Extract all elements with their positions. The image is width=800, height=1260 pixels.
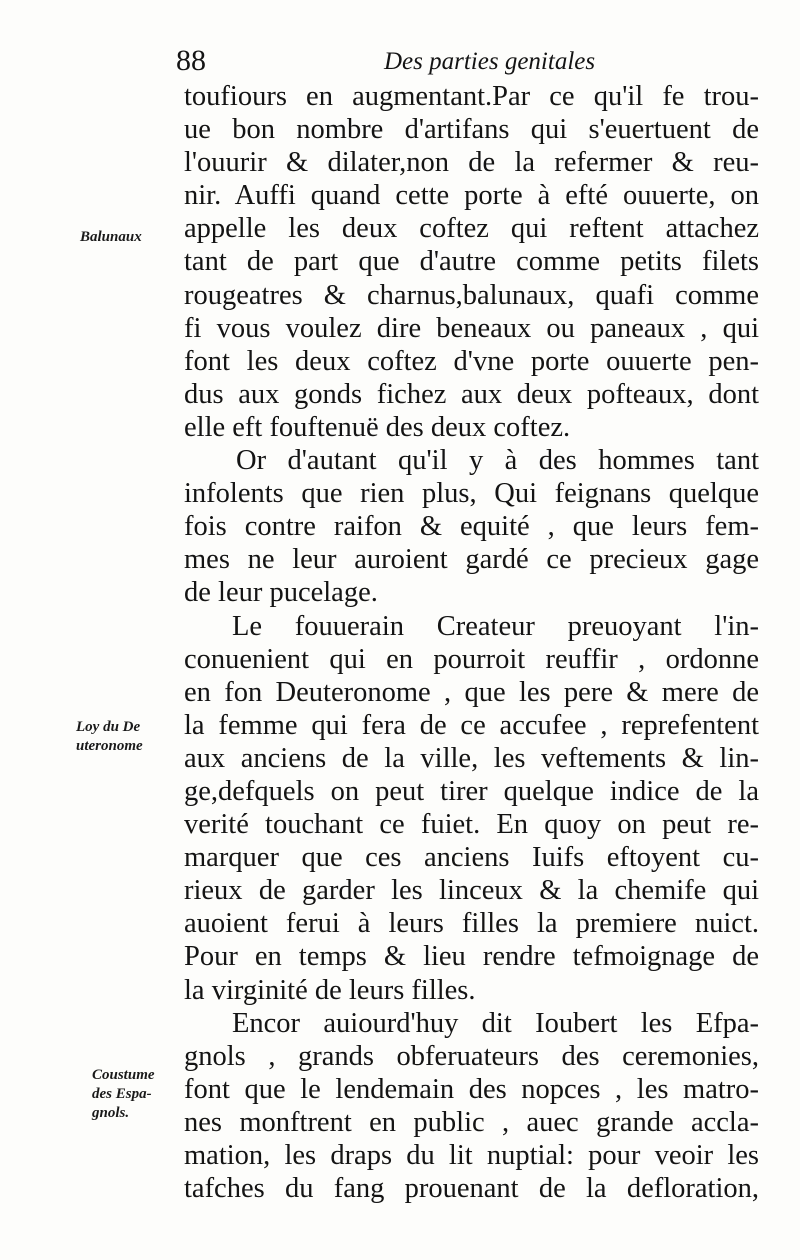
running-title: Des parties genitales [384, 48, 596, 75]
text-line: Pour en temps & lieu rendre tefmoignage de [184, 941, 759, 973]
text-line: la virginité de leurs filles. [184, 974, 476, 1006]
margin-note-line: des Espa- [92, 1086, 152, 1102]
text-line: font que le lendemain des nopces , les matro- [184, 1073, 759, 1105]
page-number: 88 [176, 44, 206, 77]
text-line: l'ouurir & dilater,non de la refermer & reu- [184, 147, 759, 179]
text-line: marquer que ces anciens Iuifs eftoyent cu- [184, 842, 759, 874]
text-line: conuenient qui en pourroit reuffir , ordonne [184, 643, 759, 675]
text-line: Le fouuerain Createur preuoyant l'in- [232, 610, 759, 642]
text-line: appelle les deux coftez qui reftent attachez [184, 213, 759, 245]
text-line: fois contre raifon & equité , que leurs fem- [184, 511, 759, 543]
margin-note-coustume-espagnols [92, 1066, 155, 1123]
text-line: tant de part que d'autre comme petits filets [184, 246, 759, 278]
paragraph [184, 80, 759, 444]
margin-note-line: Loy du De [76, 719, 141, 735]
text-line: nes monftrent en public , auec grande accla- [184, 1106, 759, 1138]
margin-note-line: Coustume [92, 1067, 155, 1083]
text-line: fi vous voulez dire beneaux ou paneaux , qui [184, 312, 759, 344]
text-line: font les deux coftez d'vne porte ouuerte pen- [184, 345, 759, 377]
margin-note-balunaux [80, 228, 142, 247]
text-line: de leur pucelage. [184, 577, 378, 609]
text-line: verité touchant ce fuiet. En quoy on peut re- [184, 809, 759, 841]
text-line: aux anciens de la ville, les veftements & lin- [184, 742, 759, 774]
text-line: nir. Auffi quand cette porte à efté ouuerte, on [184, 180, 759, 212]
text-line: en fon Deuteronome , que les pere & mere de [184, 676, 759, 708]
text-line: ge,defquels on peut tirer quelque indice de la [184, 775, 759, 807]
running-head [0, 42, 800, 82]
text-line: rieux de garder les linceux & la chemife qui [184, 875, 759, 907]
text-line: la femme qui fera de ce accufee , reprefentent [184, 709, 759, 741]
text-line: Or d'autant qu'il y à des hommes tant [236, 445, 759, 477]
text-line: mes ne leur auroient gardé ce precieux gage [184, 544, 759, 576]
margin-note-line: Balunaux [80, 229, 142, 245]
text-line: mation, les draps du lit nuptial: pour veoir les [184, 1140, 759, 1171]
text-line: Encor auiourd'huy dit Ioubert les Efpa- [232, 1007, 759, 1039]
text-line: infolents que rien plus, Qui feignans quelque [184, 478, 759, 510]
margin-note-line: gnols. [92, 1105, 130, 1121]
text-line: rougeatres & charnus,balunaux, quafi comme [184, 279, 759, 311]
text-line: gnols , grands obferuateurs des ceremonies, [184, 1040, 759, 1072]
paragraph [184, 1007, 759, 1206]
text-line: elle eft fouftenuë des deux coftez. [184, 411, 571, 443]
text-line: dus aux gonds fichez aux deux pofteaux, dont [184, 378, 759, 410]
margin-note-loy-deuteronome [76, 718, 143, 756]
paragraph [184, 444, 759, 609]
body-text [184, 80, 759, 1205]
text-line: toufiours en augmentant.Par ce qu'il fe trou- [184, 81, 759, 112]
text-line: tafches du fang prouenant de la defloration, [184, 1173, 759, 1205]
text-line: ue bon nombre d'artifans qui s'euertuent de [184, 114, 759, 146]
text-line: auoient ferui à leurs filles la premiere nuict. [184, 908, 759, 940]
margin-note-line: uteronome [76, 738, 143, 754]
paragraph [184, 610, 759, 1007]
